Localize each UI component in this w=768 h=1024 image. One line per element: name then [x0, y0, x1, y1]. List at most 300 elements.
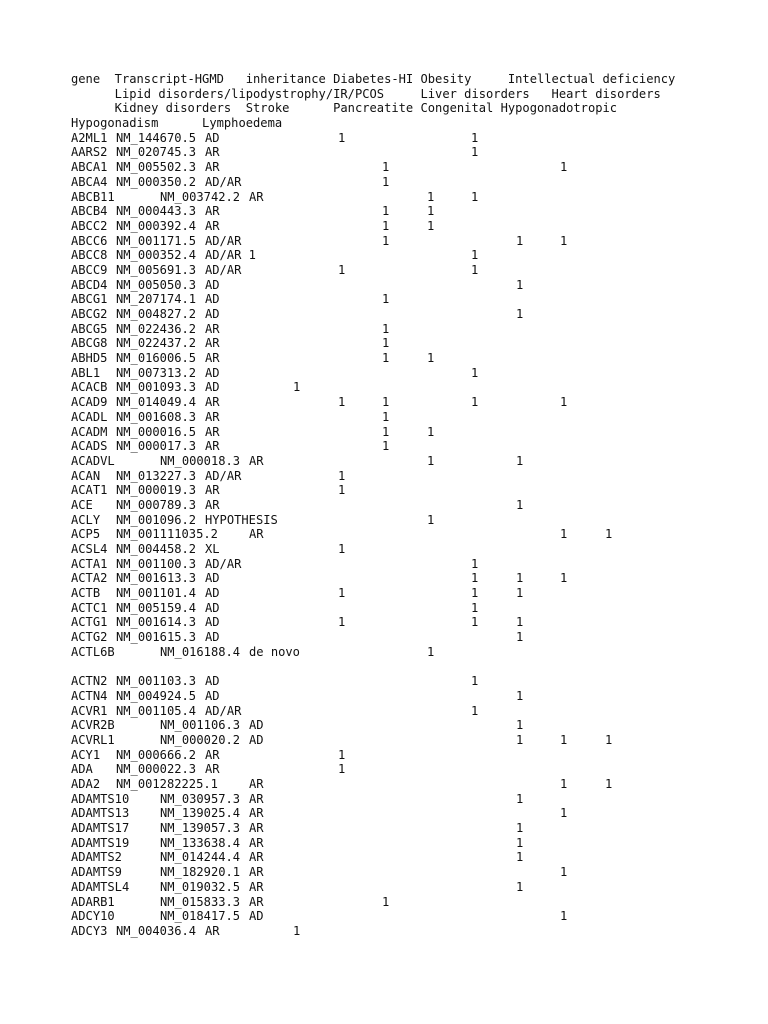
- flag-cell: 1: [516, 835, 524, 850]
- header-line: Lipid disorders/lipodystrophy/IR/PCOS Liver disorders Heart disorders: [71, 86, 661, 101]
- header-line: gene Transcript-HGMD inheritance Diabetes-HI Obesity Intellectual deficiency: [71, 72, 676, 86]
- gene-cell: ADAMTS2: [71, 850, 122, 865]
- transcript-cell: NM_004827.2: [116, 307, 197, 321]
- inheritance-cell: AR: [205, 336, 220, 351]
- gene-cell: ABCD4: [71, 277, 108, 292]
- transcript-cell: NM_000019.3: [116, 483, 197, 498]
- inheritance-cell: AR: [205, 747, 220, 762]
- gene-cell: ABCB4: [71, 204, 108, 219]
- table-row: [71, 645, 675, 660]
- gene-cell: ADAMTS9: [71, 865, 122, 880]
- gene-cell: ADA2: [71, 777, 101, 791]
- table-row: [71, 410, 675, 425]
- flag-cell: 1: [427, 512, 435, 527]
- inheritance-cell: AR: [205, 762, 220, 777]
- transcript-cell: NM_001171.5: [116, 233, 197, 248]
- flag-cell: 1: [382, 204, 390, 219]
- flag-cell: 1: [382, 336, 390, 351]
- transcript-cell: NM_005050.3: [116, 277, 197, 292]
- flag-cell: 1: [382, 218, 390, 233]
- flag-cell: 1: [382, 160, 390, 175]
- transcript-cell: NM_014244.4: [160, 850, 241, 865]
- table-row: [71, 850, 675, 865]
- transcript-cell: NM_001613.3: [116, 571, 197, 586]
- flag-cell: 1: [338, 395, 346, 410]
- flag-cell: 1: [382, 292, 390, 307]
- transcript-cell: NM_182920.1: [160, 865, 241, 880]
- table-row: [71, 865, 675, 880]
- gene-cell: ACY1: [71, 747, 101, 762]
- inheritance-cell: AD: [249, 718, 264, 733]
- inheritance-cell: HYPOTHESIS: [205, 512, 278, 527]
- flag-cell: 1: [560, 806, 568, 821]
- flag-cell: 1: [560, 395, 568, 410]
- gene-cell: ACTN2: [71, 674, 108, 689]
- transcript-cell: NM_014049.4: [116, 395, 197, 410]
- inheritance-cell: AD: [205, 615, 220, 630]
- table-row: [71, 336, 675, 351]
- flag-cell: 1: [605, 527, 613, 542]
- transcript-cell: NM_001615.3: [116, 630, 197, 645]
- gene-cell: ADAMTS13: [71, 806, 130, 821]
- transcript-cell: NM_000352.4: [116, 248, 197, 263]
- flag-cell: 1: [516, 791, 524, 806]
- table-row: [71, 131, 675, 146]
- flag-cell: 1: [471, 703, 479, 718]
- inheritance-cell: AR: [205, 204, 220, 219]
- transcript-cell: NM_013227.3: [116, 468, 197, 483]
- gene-cell: ACP5: [71, 527, 101, 542]
- inheritance-cell: AD: [205, 571, 220, 586]
- transcript-cell: NM_001106.3: [160, 718, 241, 733]
- transcript-cell: NM_000350.2: [116, 174, 197, 189]
- table-row: [71, 527, 675, 542]
- gene-cell: ABCG2: [71, 307, 108, 321]
- inheritance-cell: AR: [249, 879, 264, 894]
- table-row: [71, 748, 675, 763]
- table-row: [71, 542, 675, 557]
- table-row: [71, 469, 675, 484]
- flag-cell: 1: [516, 277, 524, 292]
- table-row: [71, 248, 675, 263]
- transcript-cell: NM_000020.2: [160, 732, 241, 747]
- flag-cell: 1: [338, 483, 346, 498]
- flag-cell: 1: [382, 174, 390, 189]
- inheritance-cell: AR: [205, 923, 220, 938]
- header-line: Kidney disorders Stroke Pancreatite Congenital Hypogonadotropic: [71, 101, 618, 116]
- gene-table: [71, 131, 675, 939]
- gene-cell: ADAMTS10: [71, 791, 130, 806]
- table-row: [71, 483, 675, 498]
- flag-cell: 1: [382, 233, 390, 248]
- transcript-cell: NM_016188.4: [160, 644, 241, 659]
- transcript-cell: NM_015833.3: [160, 894, 241, 909]
- inheritance-cell: AD/AR: [205, 556, 242, 571]
- transcript-cell: NM_000789.3: [116, 497, 197, 512]
- transcript-cell: NM_005502.3: [116, 160, 197, 175]
- flag-cell: 1: [471, 674, 479, 689]
- inheritance-cell: AR: [249, 527, 264, 542]
- transcript-cell: NM_030957.3: [160, 791, 241, 806]
- inheritance-cell: AD/AR: [205, 262, 242, 277]
- transcript-cell: NM_000018.3: [160, 453, 241, 468]
- transcript-cell: NM_001103.3: [116, 674, 197, 689]
- gene-cell: ABCA4: [71, 174, 108, 189]
- inheritance-cell: AD: [205, 380, 220, 395]
- gene-cell: ACADL: [71, 409, 108, 424]
- gene-cell: ABCC2: [71, 218, 108, 233]
- transcript-cell: NM_001096.2: [116, 512, 197, 527]
- transcript-cell: NM_020745.3: [116, 145, 197, 160]
- flag-cell: 1: [338, 262, 346, 277]
- gene-cell: ADARB1: [71, 894, 115, 909]
- flag-cell: 1: [516, 497, 524, 512]
- gene-cell: ACADS: [71, 439, 108, 454]
- table-row: [71, 175, 675, 190]
- flag-cell: 1: [516, 850, 524, 865]
- flag-cell: 1: [471, 145, 479, 160]
- table-row: [71, 880, 675, 895]
- inheritance-cell: AD: [249, 732, 264, 747]
- table-row: [71, 792, 675, 807]
- gene-cell: ACTN4: [71, 688, 108, 703]
- inheritance-cell: AD: [205, 130, 220, 145]
- flag-cell: 1: [427, 218, 435, 233]
- transcript-cell: NM_005691.3: [116, 262, 197, 277]
- flag-cell: 1: [605, 732, 613, 747]
- inheritance-cell: AR: [205, 439, 220, 454]
- gene-cell: ACTG1: [71, 615, 108, 630]
- inheritance-cell: AD: [205, 630, 220, 645]
- gene-cell: ACE: [71, 497, 93, 512]
- flag-cell: 1: [471, 130, 479, 145]
- flag-cell: 1: [471, 395, 479, 410]
- gene-cell: ABCC8: [71, 248, 108, 263]
- flag-cell: 1: [560, 571, 568, 586]
- transcript-cell: NM_001100.3: [116, 556, 197, 571]
- inheritance-cell: AR: [249, 850, 264, 865]
- flag-cell: 1: [516, 688, 524, 703]
- transcript-cell: NM_022436.2: [116, 321, 197, 336]
- gene-cell: ADCY3: [71, 923, 108, 938]
- table-row: [71, 204, 675, 219]
- flag-cell: 1: [338, 747, 346, 762]
- gene-cell: ABL1: [71, 365, 101, 380]
- inheritance-cell: AR: [205, 424, 220, 439]
- transcript-cell: NM_001282225.1: [116, 777, 218, 791]
- inheritance-cell: AR: [249, 835, 264, 850]
- table-row: [71, 733, 675, 748]
- transcript-cell: NM_000022.3: [116, 762, 197, 777]
- table-row: [71, 777, 675, 792]
- inheritance-cell: AR: [249, 453, 264, 468]
- transcript-cell: NM_019032.5: [160, 879, 241, 894]
- flag-cell: 1: [560, 160, 568, 175]
- flag-cell: 1: [427, 204, 435, 219]
- table-row: [71, 806, 675, 821]
- inheritance-cell: AR: [205, 351, 220, 366]
- inheritance-cell: AD: [205, 586, 220, 601]
- gene-cell: ACTG2: [71, 630, 108, 645]
- transcript-cell: NM_022437.2: [116, 336, 197, 351]
- transcript-cell: NM_018417.5: [160, 909, 241, 924]
- inheritance-cell: AR: [249, 865, 264, 880]
- gene-cell: ACTC1: [71, 600, 108, 615]
- transcript-cell: NM_005159.4: [116, 600, 197, 615]
- gene-cell: ABCA1: [71, 160, 108, 175]
- transcript-cell: NM_000016.5: [116, 424, 197, 439]
- table-row: [71, 689, 675, 704]
- table-row: [71, 762, 675, 777]
- transcript-cell: NM_001111035.2: [116, 527, 218, 542]
- inheritance-cell: AR: [249, 777, 264, 791]
- table-row: [71, 322, 675, 337]
- flag-cell: 1: [471, 262, 479, 277]
- gene-cell: ACTA2: [71, 571, 108, 586]
- table-row: [71, 278, 675, 293]
- gene-cell: ACVR2B: [71, 718, 115, 733]
- flag-cell: 1: [471, 615, 479, 630]
- flag-cell: 1: [427, 424, 435, 439]
- flag-cell: 1: [471, 586, 479, 601]
- transcript-cell: NM_001093.3: [116, 380, 197, 395]
- table-row: [71, 924, 675, 939]
- gene-cell: ACADVL: [71, 453, 115, 468]
- transcript-cell: NM_139025.4: [160, 806, 241, 821]
- inheritance-cell: AR: [205, 218, 220, 233]
- gene-cell: ACTL6B: [71, 644, 115, 659]
- flag-cell: 1: [427, 189, 435, 204]
- gene-cell: ACSL4: [71, 542, 108, 556]
- table-row: [71, 292, 675, 307]
- flag-cell: 1: [293, 923, 301, 938]
- table-header: [71, 72, 675, 131]
- flag-cell: 1: [560, 527, 568, 542]
- flag-cell: 1: [516, 718, 524, 733]
- flag-cell: 1: [382, 424, 390, 439]
- gene-cell: ABCG8: [71, 336, 108, 351]
- inheritance-cell: AD/AR: [205, 703, 242, 718]
- table-row: [71, 307, 675, 322]
- inheritance-cell: AD: [205, 688, 220, 703]
- flag-cell: 1: [516, 453, 524, 468]
- table-row: [71, 704, 675, 719]
- flag-cell: 1: [338, 615, 346, 630]
- inheritance-cell: AR: [205, 483, 220, 498]
- table-row: [71, 601, 675, 616]
- flag-cell: 1: [516, 571, 524, 586]
- transcript-cell: NM_001614.3: [116, 615, 197, 630]
- flag-cell: 1: [338, 468, 346, 483]
- table-row: [71, 145, 675, 160]
- inheritance-cell: AD: [205, 292, 220, 307]
- inheritance-cell: AD: [205, 307, 220, 321]
- flag-cell: 1: [293, 380, 301, 395]
- table-row: [71, 630, 675, 645]
- inheritance-cell: AD: [205, 674, 220, 689]
- flag-cell: 1: [516, 630, 524, 645]
- gene-cell: ADA: [71, 762, 93, 777]
- inheritance-cell: AD/AR 1: [205, 248, 256, 263]
- flag-cell: 1: [427, 644, 435, 659]
- transcript-cell: NM_001101.4: [116, 586, 197, 601]
- gene-cell: ACACB: [71, 380, 108, 395]
- inheritance-cell: AR: [249, 821, 264, 836]
- inheritance-cell: AR: [249, 894, 264, 909]
- transcript-cell: NM_016006.5: [116, 351, 197, 366]
- table-row: [71, 836, 675, 851]
- inheritance-cell: XL: [205, 542, 220, 556]
- gene-cell: ACAN: [71, 468, 101, 483]
- transcript-cell: NM_004458.2: [116, 542, 197, 556]
- transcript-cell: NM_000392.4: [116, 218, 197, 233]
- flag-cell: 1: [516, 233, 524, 248]
- transcript-cell: NM_000666.2: [116, 747, 197, 762]
- flag-cell: 1: [382, 395, 390, 410]
- inheritance-cell: AD: [205, 600, 220, 615]
- gene-cell: ACLY: [71, 512, 101, 527]
- flag-cell: 1: [471, 248, 479, 263]
- table-row: [71, 234, 675, 249]
- flag-cell: 1: [382, 439, 390, 454]
- table-row: [71, 439, 675, 454]
- flag-cell: 1: [471, 556, 479, 571]
- gene-cell: ACAD9: [71, 395, 108, 410]
- inheritance-cell: AD/AR: [205, 468, 242, 483]
- gene-cell: ABCB11: [71, 189, 115, 204]
- gene-cell: ACADM: [71, 424, 108, 439]
- flag-cell: 1: [427, 453, 435, 468]
- document-body: [71, 72, 675, 939]
- inheritance-cell: AD/AR: [205, 233, 242, 248]
- table-row: [71, 366, 675, 381]
- flag-cell: 1: [382, 321, 390, 336]
- gene-cell: ACVRL1: [71, 732, 115, 747]
- inheritance-cell: AR: [205, 160, 220, 175]
- transcript-cell: NM_007313.2: [116, 365, 197, 380]
- table-row: [71, 513, 675, 528]
- flag-cell: 1: [382, 409, 390, 424]
- transcript-cell: NM_139057.3: [160, 821, 241, 836]
- table-row: [71, 498, 675, 513]
- transcript-cell: NM_133638.4: [160, 835, 241, 850]
- flag-cell: 1: [427, 351, 435, 366]
- flag-cell: 1: [560, 732, 568, 747]
- table-row: [71, 586, 675, 601]
- table-row: [71, 821, 675, 836]
- flag-cell: 1: [516, 879, 524, 894]
- transcript-cell: NM_000443.3: [116, 204, 197, 219]
- flag-cell: 1: [516, 821, 524, 836]
- transcript-cell: NM_004924.5: [116, 688, 197, 703]
- inheritance-cell: AR: [205, 321, 220, 336]
- flag-cell: 1: [338, 586, 346, 601]
- flag-cell: 1: [516, 307, 524, 321]
- gene-cell: ADCY10: [71, 909, 115, 924]
- blank-row: [71, 660, 675, 675]
- gene-cell: ABCG1: [71, 292, 108, 307]
- transcript-cell: NM_003742.2: [160, 189, 241, 204]
- table-row: [71, 351, 675, 366]
- flag-cell: 1: [382, 894, 390, 909]
- inheritance-cell: AD: [249, 909, 264, 924]
- gene-cell: ABCG5: [71, 321, 108, 336]
- inheritance-cell: AR: [205, 145, 220, 160]
- table-row: [71, 454, 675, 469]
- flag-cell: 1: [471, 571, 479, 586]
- table-row: [71, 263, 675, 278]
- flag-cell: 1: [338, 542, 346, 556]
- inheritance-cell: AR: [205, 409, 220, 424]
- gene-cell: ABCC9: [71, 262, 108, 277]
- table-row: [71, 190, 675, 205]
- table-row: [71, 395, 675, 410]
- table-row: [71, 380, 675, 395]
- table-row: [71, 615, 675, 630]
- flag-cell: 1: [516, 615, 524, 630]
- inheritance-cell: de novo: [249, 644, 300, 659]
- flag-cell: 1: [560, 909, 568, 924]
- inheritance-cell: AD: [205, 365, 220, 380]
- flag-cell: 1: [516, 586, 524, 601]
- gene-cell: ACVR1: [71, 703, 108, 718]
- header-line: Hypogonadism Lymphoedema: [71, 116, 283, 131]
- gene-cell: ABCC6: [71, 233, 108, 248]
- gene-cell: ADAMTS17: [71, 821, 130, 836]
- inheritance-cell: AD: [205, 277, 220, 292]
- flag-cell: 1: [338, 762, 346, 777]
- gene-cell: ACTA1: [71, 556, 108, 571]
- transcript-cell: NM_004036.4: [116, 923, 197, 938]
- table-row: [71, 557, 675, 572]
- inheritance-cell: AR: [205, 497, 220, 512]
- flag-cell: 1: [471, 189, 479, 204]
- gene-cell: A2ML1: [71, 130, 108, 145]
- gene-cell: ADAMTS19: [71, 835, 130, 850]
- flag-cell: 1: [560, 777, 568, 791]
- gene-cell: AARS2: [71, 145, 108, 160]
- table-row: [71, 219, 675, 234]
- table-row: [71, 718, 675, 733]
- transcript-cell: NM_207174.1: [116, 292, 197, 307]
- flag-cell: 1: [338, 130, 346, 145]
- transcript-cell: NM_000017.3: [116, 439, 197, 454]
- gene-cell: ADAMTSL4: [71, 879, 130, 894]
- gene-cell: ACTB: [71, 586, 101, 601]
- inheritance-cell: AR: [249, 189, 264, 204]
- table-row: [71, 425, 675, 440]
- flag-cell: 1: [560, 865, 568, 880]
- inheritance-cell: AD/AR: [205, 174, 242, 189]
- inheritance-cell: AR: [249, 806, 264, 821]
- table-row: [71, 571, 675, 586]
- inheritance-cell: AR: [205, 395, 220, 410]
- gene-cell: ACAT1: [71, 483, 108, 498]
- table-row: [71, 160, 675, 175]
- table-row: [71, 674, 675, 689]
- inheritance-cell: AR: [249, 791, 264, 806]
- table-row: [71, 909, 675, 924]
- table-row: [71, 895, 675, 910]
- flag-cell: 1: [471, 600, 479, 615]
- flag-cell: 1: [471, 365, 479, 380]
- flag-cell: 1: [382, 351, 390, 366]
- transcript-cell: NM_001105.4: [116, 703, 197, 718]
- gene-cell: ABHD5: [71, 351, 108, 366]
- flag-cell: 1: [516, 732, 524, 747]
- flag-cell: 1: [560, 233, 568, 248]
- flag-cell: 1: [605, 777, 613, 791]
